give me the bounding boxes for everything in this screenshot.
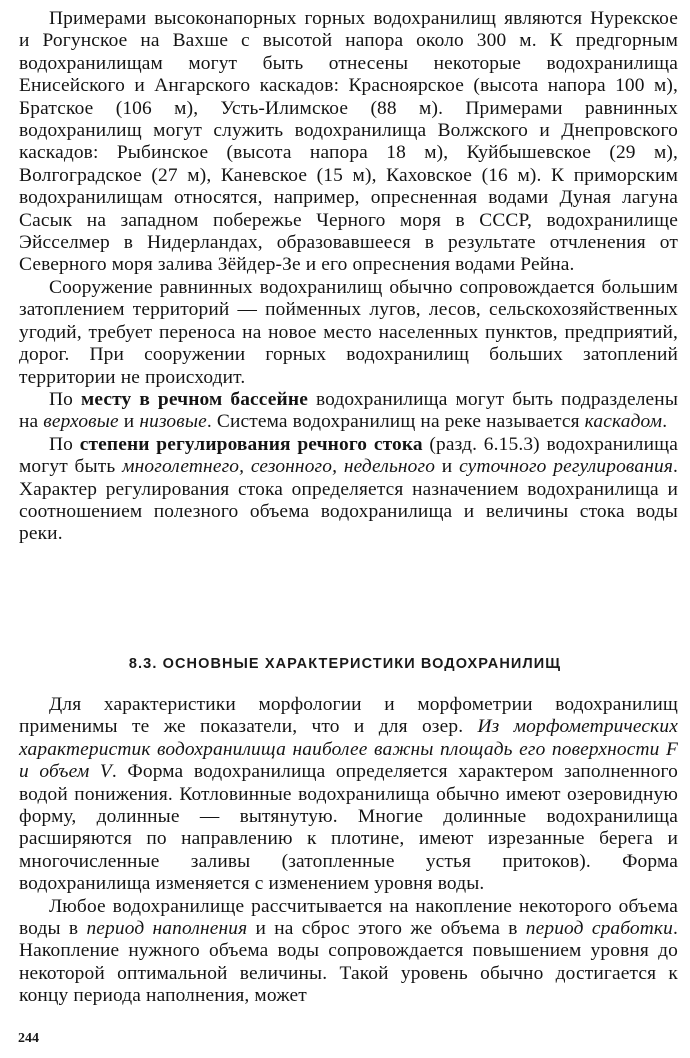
page-number: 244 <box>18 1031 39 1046</box>
paragraph <box>19 694 678 896</box>
text-run: Любое водохранилище рассчитывается на накопление некоторого объема воды в <box>19 895 678 940</box>
paragraph <box>19 434 678 546</box>
top-text-block <box>19 8 678 546</box>
bold-term: степени регулирования речного стока <box>79 433 423 455</box>
italic-term: Из морфометрических характеристик водохранилища наиболее важны площадь его поверхности F и объем V <box>19 716 678 783</box>
italic-term: верховые <box>43 411 119 433</box>
text-run: По <box>49 388 81 410</box>
text-run: . Накопление нужного объема воды сопровождается повышением уровня до некоторой оптимальной величины. Такой уровень обычно достигается к концу периода наполнения, может <box>19 918 678 1007</box>
italic-term: каскадом <box>584 411 663 433</box>
text-run: Для характеристики морфологии и морфометрии водохранилищ применимы те же показатели, что и для озер. <box>19 694 678 738</box>
italic-term: период наполнения <box>86 918 248 940</box>
paragraph <box>19 8 678 277</box>
paragraph <box>19 896 678 1008</box>
text-run: и <box>435 456 460 478</box>
paragraph <box>19 277 678 389</box>
text-run: Примерами высоконапорных горных водохранилищ являются Нурекское и Рогунское на Вахше с высотой напора около 300 м. К предгорным водохранилищам могут быть отнесены некоторые водохранилища Енисейского и Ангарского каскадов: Красноярское (высота напора 100 м), Братское (106 м), Усть-Илимское (88 м). Примерами равнинных водохранилищ могут служить водохранилища Волжского и Днепровского каскадов: Рыбинское (высота напора 18 м), Куйбышевское (29 м), Волгоградское (27 м), Каневское (15 м), Каховское (16 м). К приморским водохранилищам относятся, например, опресненная водами Дуная лагуна Сасык на западном побережье Черного моря в СССР, водохранилище Эйсселмер в Нидерландах, образовавшееся в результате отчленения от Северного моря залива Зёйдер-Зе и его опреснения водами Рейна. <box>19 8 678 276</box>
text-run: . Характер регулирования стока определяется назначением водохранилища и соотношением полезного объема водохранилища и величины стока воды реки. <box>19 456 678 545</box>
text-run: Сооружение равнинных водохранилищ обычно сопровождается большим затоплением территорий — пойменных лугов, лесов, сельскохозяйственных угодий, требует переноса на новое место населенных пунктов, предприятий, дорог. При сооружении горных водохранилищ больших затоплений территории не происходит. <box>19 276 678 388</box>
text-run: (разд. 6.15.3) водохранилища могут быть <box>19 433 678 478</box>
text-run: и <box>118 411 140 433</box>
text-run: и на сброс этого же объема в <box>247 918 526 940</box>
text-run: водохранилища могут быть подразделены на <box>19 388 679 433</box>
italic-term: период сработки <box>525 918 673 940</box>
italic-term: низовые <box>139 411 207 433</box>
italic-term: суточного регулирования <box>459 456 673 478</box>
text-run: . Система водохранилищ на реке называется <box>206 411 585 433</box>
text-run: . Форма водохранилища определяется характером заполненного водой понижения. Котловинные водохранилища обычно имеют озеровидную форму, долинные — вытянутую. Многие долинные водохранилища расширяются по направлению к плотине, имеют изрезанные берега и многочисленные заливы (затопленные устья притоков). Форма водохранилища изменяется с изменением уровня воды. <box>19 761 678 895</box>
text-run: По <box>49 433 80 455</box>
text-run: . <box>662 411 668 433</box>
bold-term: месту в речном бассейне <box>80 388 308 410</box>
section-heading: 8.3. ОСНОВНЫЕ ХАРАКТЕРИСТИКИ ВОДОХРАНИЛИЩ <box>128 656 562 672</box>
paragraph <box>19 389 678 434</box>
italic-term: многолетнего, сезонного, недельного <box>122 456 436 478</box>
bottom-text-block <box>19 694 678 1008</box>
